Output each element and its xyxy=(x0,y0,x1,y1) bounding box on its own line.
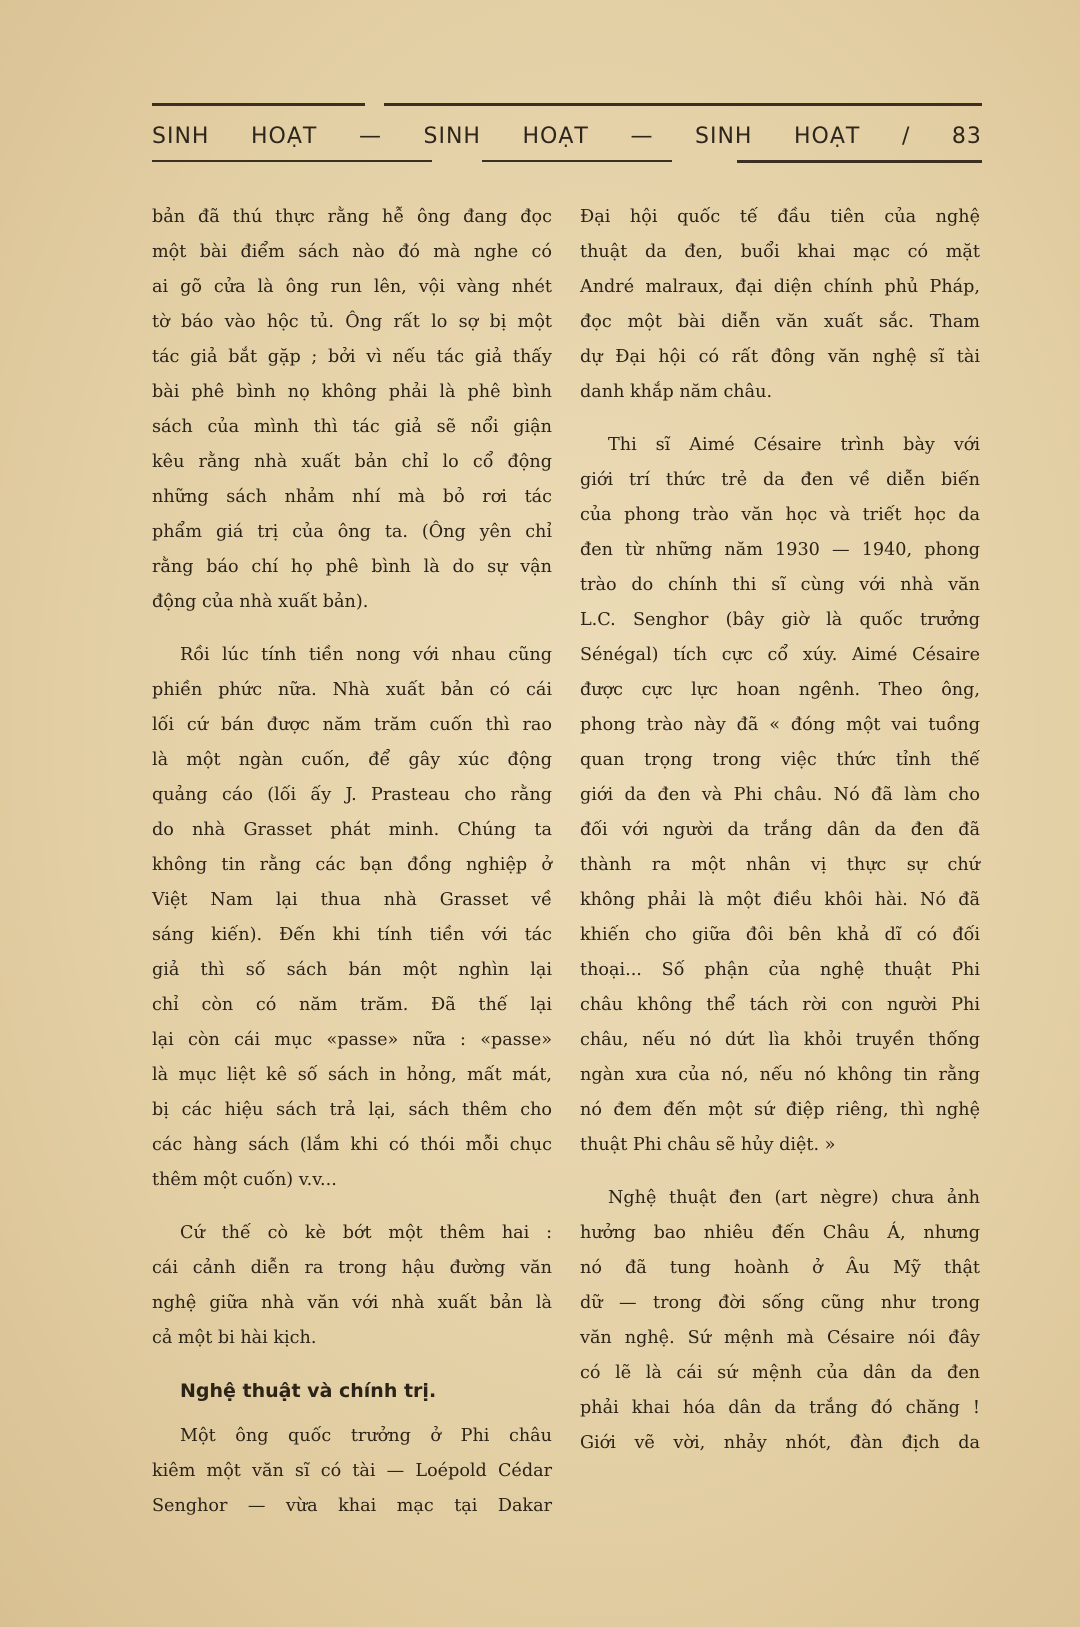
paragraph xyxy=(580,1181,980,1461)
text-line: hưởng bao nhiêu đến Châu Á, nhưng xyxy=(580,1223,980,1243)
paragraph xyxy=(152,1419,552,1524)
text-line: dự Đại hội có rất đông văn nghệ sĩ tài xyxy=(580,347,980,367)
text-line: rằng báo chí họ phê bình là do sự vận xyxy=(152,557,552,577)
text-line: văn nghệ. Sứ mệnh mà Césaire nói đây xyxy=(580,1328,980,1348)
text-line: Rồi lúc tính tiền nong với nhau cũng xyxy=(180,645,552,665)
text-line: đen từ những năm 1930 — 1940, phong xyxy=(580,540,980,560)
text-line: Một ông quốc trưởng ở Phi châu xyxy=(180,1426,552,1446)
text-line: thêm một cuốn) v.v... xyxy=(152,1170,337,1190)
text-line: Cứ thế cò kè bớt một thêm hai : xyxy=(180,1223,552,1243)
text-line: nó đem đến một sứ điệp riêng, thì nghệ xyxy=(580,1100,980,1120)
header-bottom-rule xyxy=(152,160,982,163)
text-line: châu, nếu nó dứt lìa khỏi truyền thống xyxy=(580,1030,980,1050)
text-line: cái cảnh diễn ra trong hậu đường văn xyxy=(152,1258,552,1278)
text-line: lại còn cái mục «passe» nữa : «passe» xyxy=(152,1030,552,1050)
text-line: thoại... Số phận của nghệ thuật Phi xyxy=(580,960,980,980)
text-line: bài phê bình nọ không phải là phê bình xyxy=(152,382,552,402)
text-line: cả một bi hài kịch. xyxy=(152,1328,317,1348)
text-line: bản đã thú thực rằng hễ ông đang đọc xyxy=(152,207,552,227)
text-line: giới trí thức trẻ da đen về diễn biến xyxy=(580,470,980,490)
text-line: nghệ giữa nhà văn với nhà xuất bản là xyxy=(152,1293,552,1313)
paragraph xyxy=(580,428,980,1163)
text-line: Sénégal) tích cực cổ xúy. Aimé Césaire xyxy=(580,645,980,665)
text-line: là mục liệt kê số sách in hỏng, mất mát, xyxy=(152,1065,552,1085)
running-head-word: SINH xyxy=(152,123,210,149)
text-line: của phong trào văn học và triết học da xyxy=(580,505,980,525)
running-head-slash: / xyxy=(901,123,911,149)
text-line: Thi sĩ Aimé Césaire trình bày với xyxy=(608,435,980,455)
running-head-word: HOẠT xyxy=(522,123,589,149)
header-top-rule xyxy=(152,103,982,107)
rule-segment xyxy=(384,103,982,106)
running-head-dash: — xyxy=(358,123,382,149)
paragraph xyxy=(580,200,980,410)
left-column xyxy=(152,200,552,1542)
text-line: dữ — trong đời sống cũng như trong xyxy=(580,1293,980,1313)
text-line: André malraux, đại diện chính phủ Pháp, xyxy=(580,277,980,297)
text-line: một bài điểm sách nào đó mà nghe có xyxy=(152,242,552,262)
text-line: động của nhà xuất bản). xyxy=(152,592,369,612)
running-head-dash: — xyxy=(630,123,654,149)
rule-segment xyxy=(737,160,982,163)
text-line: bị các hiệu sách trả lại, sách thêm cho xyxy=(152,1100,552,1120)
text-line: đối với người da trắng dân da đen đã xyxy=(580,820,980,840)
text-line: các hàng sách (lắm khi có thói mỗi chục xyxy=(152,1135,552,1155)
text-line: Giới vẽ vời, nhảy nhót, đàn địch da xyxy=(580,1433,980,1453)
text-line: ngàn xưa của nó, nếu nó không tin rằng xyxy=(580,1065,980,1085)
text-line: kiêm một văn sĩ có tài — Loépold Cédar xyxy=(152,1461,552,1481)
text-line: phong trào này đã « đóng một vai tuồng xyxy=(580,715,980,735)
paragraph xyxy=(152,200,552,620)
text-line: chỉ còn có năm trăm. Đã thế lại xyxy=(152,995,552,1015)
text-line: không phải là một điều khôi hài. Nó đã xyxy=(580,890,980,910)
text-line: đọc một bài diễn văn xuất sắc. Tham xyxy=(580,312,980,332)
text-line: được cực lực hoan ngênh. Theo ông, xyxy=(580,680,980,700)
right-column xyxy=(580,200,980,1479)
running-head-word: SINH xyxy=(423,123,481,149)
text-line: thuật Phi châu sẽ hủy diệt. » xyxy=(580,1135,836,1155)
text-line: lối cứ bán được năm trăm cuốn thì rao xyxy=(152,715,552,735)
section-heading: Nghệ thuật và chính trị. xyxy=(180,1380,437,1402)
text-line: giả thì số sách bán một nghìn lại xyxy=(152,960,552,980)
paragraph xyxy=(152,638,552,1198)
running-head xyxy=(152,120,982,152)
text-line: kêu rằng nhà xuất bản chỉ lo cổ động xyxy=(152,452,552,472)
text-line: có lẽ là cái sứ mệnh của dân da đen xyxy=(580,1363,980,1383)
text-line: do nhà Grasset phát minh. Chúng ta xyxy=(152,820,552,840)
page-number: 83 xyxy=(951,123,982,149)
text-line: phải khai hóa dân da trắng đó chăng ! xyxy=(580,1398,980,1418)
text-line: quan trọng trong việc thức tỉnh thế xyxy=(580,750,980,770)
text-line: sáng kiến). Đến khi tính tiền với tác xyxy=(152,925,552,945)
running-head-word: SINH xyxy=(695,123,753,149)
text-line: trào do chính thi sĩ cùng với nhà văn xyxy=(580,575,980,595)
text-line: danh khắp năm châu. xyxy=(580,382,773,402)
text-line: phẩm giá trị của ông ta. (Ông yên chỉ xyxy=(152,522,552,542)
text-line: thành ra một nhân vị thực sự chứ xyxy=(580,855,980,875)
paragraph xyxy=(152,1216,552,1356)
text-line: không tin rằng các bạn đồng nghiệp ở xyxy=(152,855,552,875)
text-line: L.C. Senghor (bây giờ là quốc trưởng xyxy=(580,610,980,630)
text-line: Việt Nam lại thua nhà Grasset về xyxy=(152,890,552,910)
text-line: phiền phức nữa. Nhà xuất bản có cái xyxy=(152,680,552,700)
text-line: tác giả bắt gặp ; bởi vì nếu tác giả thấy xyxy=(152,347,552,367)
text-line: châu không thể tách rời con người Phi xyxy=(580,995,980,1015)
running-head-word: HOẠT xyxy=(794,123,861,149)
rule-segment xyxy=(152,103,365,106)
text-line: giới da đen và Phi châu. Nó đã làm cho xyxy=(580,785,980,805)
text-line: Đại hội quốc tế đầu tiên của nghệ xyxy=(580,207,980,227)
text-line: nó đã tung hoành ở Âu Mỹ thật xyxy=(580,1258,980,1278)
text-line: ai gõ cửa là ông run lên, vội vàng nhét xyxy=(152,277,552,297)
text-line: quảng cáo (lối ấy J. Prasteau cho rằng xyxy=(152,785,552,805)
rule-segment xyxy=(482,160,672,162)
text-line: tờ báo vào hộc tủ. Ông rất lo sợ bị một xyxy=(152,312,552,332)
text-line: sách của mình thì tác giả sẽ nổi giận xyxy=(152,417,552,437)
running-head-word: HOẠT xyxy=(251,123,318,149)
text-line: những sách nhảm nhí mà bỏ rơi tác xyxy=(152,487,552,507)
text-line: Nghệ thuật đen (art nègre) chưa ảnh xyxy=(608,1188,980,1208)
text-line: là một ngàn cuốn, để gây xúc động xyxy=(152,750,552,770)
text-line: khiến cho giữa đôi bên khả dĩ có đối xyxy=(580,925,980,945)
text-line: thuật da đen, buổi khai mạc có mặt xyxy=(580,242,980,262)
text-line: Senghor — vừa khai mạc tại Dakar xyxy=(152,1496,552,1516)
rule-segment xyxy=(152,160,432,162)
